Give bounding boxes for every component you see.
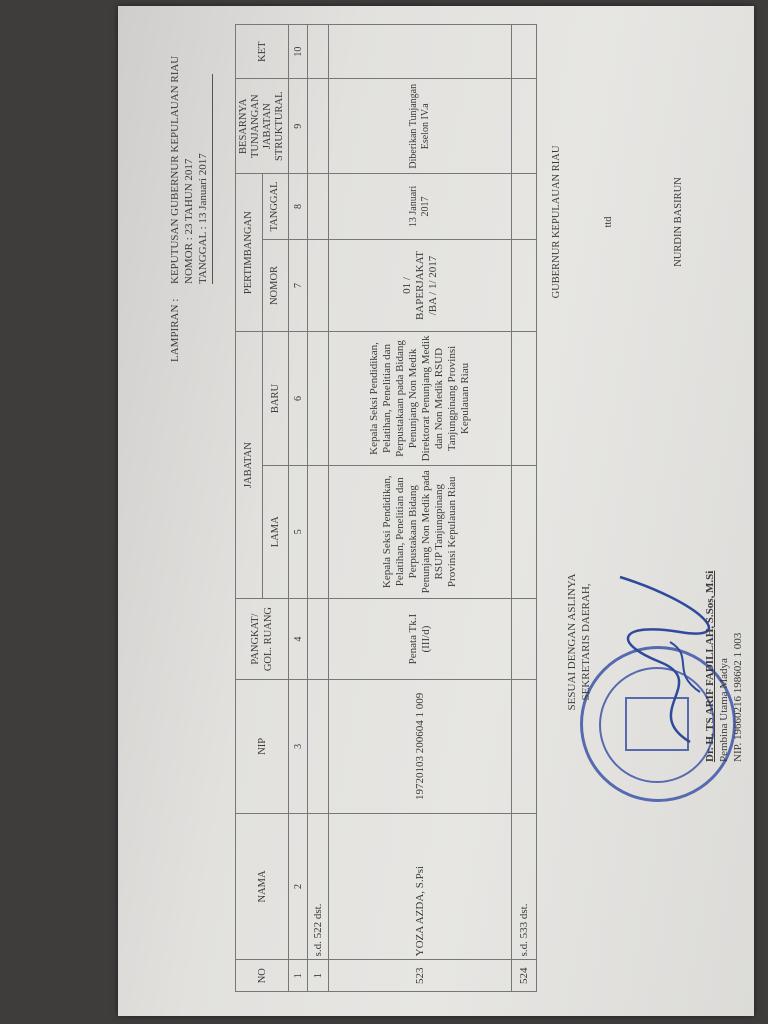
lampiran-label: LAMPIRAN : (169, 298, 181, 362)
ttd-mark: ttd (603, 216, 614, 228)
header-lama: LAMA (262, 465, 289, 598)
cell-no: 1 (308, 960, 329, 992)
col-number: 5 (289, 465, 308, 598)
cell-no: 524 (512, 960, 537, 992)
lampiran-title: KEPUTUSAN GUBERNUR KEPULAUAN RIAU (169, 55, 181, 284)
signer-rank: Pembina Utama Madya (718, 658, 730, 762)
sesuai-aslinya: SESUAI DENGAN ASLINYA (566, 573, 578, 711)
col-number: 1 (289, 960, 308, 992)
tanggal-label: TANGGAL (197, 232, 209, 284)
cell-jabatan-baru: Kepala Seksi Pendidikan, Pelatihan, Penelitian dan Perpustakaan pada Bidang Penunjang Non Medik Direktorat Penunjang Medik dan Non Medik RSUD Tanjungpinang Provinsi Kepulauan Riau (329, 332, 512, 465)
header-nama: NAMA (236, 813, 289, 960)
signer-name: Dr. H. TS ARIF FADILLAH, S.Sos, M.Si (704, 570, 716, 762)
col-number: 9 (289, 79, 308, 174)
nomor-value: : 23 TAHUN 2017 (183, 158, 195, 241)
cell-pertimbangan-nomor: 01 / BAPERJAKAT /BA / 1/ 2017 (329, 239, 512, 332)
header-pertimbangan: PERTIMBANGAN (236, 174, 263, 332)
cell-pertimbangan-tanggal: 13 Januari 2017 (329, 174, 512, 240)
cell-nama: s.d. 533 dst. (512, 813, 537, 960)
col-number: 7 (289, 239, 308, 332)
left-signature-block (565, 512, 745, 772)
cell-jabatan-lama: Kepala Seksi Pendidikan, Pelatihan, Penelitian dan Perpustakaan Bidang Penunjang Non Medik pada RSUP Tanjungpinang Provinsi Kepulauan Riau (329, 465, 512, 598)
data-table (235, 24, 537, 992)
right-signature-block (550, 112, 686, 332)
cell-pangkat: Penata Tk.I (III/d) (329, 598, 512, 679)
col-number: 6 (289, 332, 308, 465)
rotated-document-content (130, 12, 744, 1012)
header-tanggal: TANGGAL (262, 174, 289, 240)
cell-no: 523 (329, 960, 512, 992)
col-number: 10 (289, 25, 308, 79)
header-besarnya: BESARNYA TUNJANGAN JABATAN STRUKTURAL (236, 79, 289, 174)
col-number: 4 (289, 598, 308, 679)
cell-nip: 19720103 200604 1 009 (329, 680, 512, 813)
header-ket: KET (236, 25, 289, 79)
cell-besarnya: Diberikan Tunjangan Eselon IV.a (329, 79, 512, 174)
cell-nama: s.d. 522 dst. (308, 813, 329, 960)
signer-nip: NIP. 19660216 198602 1 003 (732, 632, 744, 762)
sekretaris-daerah: SEKRETARIS DAERAH, (580, 583, 592, 701)
header-baru: BARU (262, 332, 289, 465)
header-jabatan: JABATAN (236, 332, 263, 599)
lampiran-underline (212, 74, 213, 284)
table-row (512, 25, 537, 992)
table-row (308, 25, 329, 992)
nomor-label: NOMOR (183, 243, 195, 284)
header-no: NO (236, 960, 289, 992)
col-number: 2 (289, 813, 308, 960)
gubernur-name: NURDIN BASIRUN (673, 177, 684, 267)
col-number: 3 (289, 680, 308, 813)
header-nip: NIP (236, 680, 289, 813)
cell-nama: YOZA AZDA, S.Psi (329, 813, 512, 960)
header-pangkat: PANGKAT/ GOL. RUANG (236, 598, 289, 679)
lampiran-block (168, 56, 213, 362)
gubernur-title: GUBERNUR KEPULAUAN RIAU (551, 145, 562, 299)
table-row (329, 25, 512, 992)
col-number: 8 (289, 174, 308, 240)
tanggal-value: : 13 Januari 2017 (197, 153, 209, 230)
header-nomor: NOMOR (262, 239, 289, 332)
